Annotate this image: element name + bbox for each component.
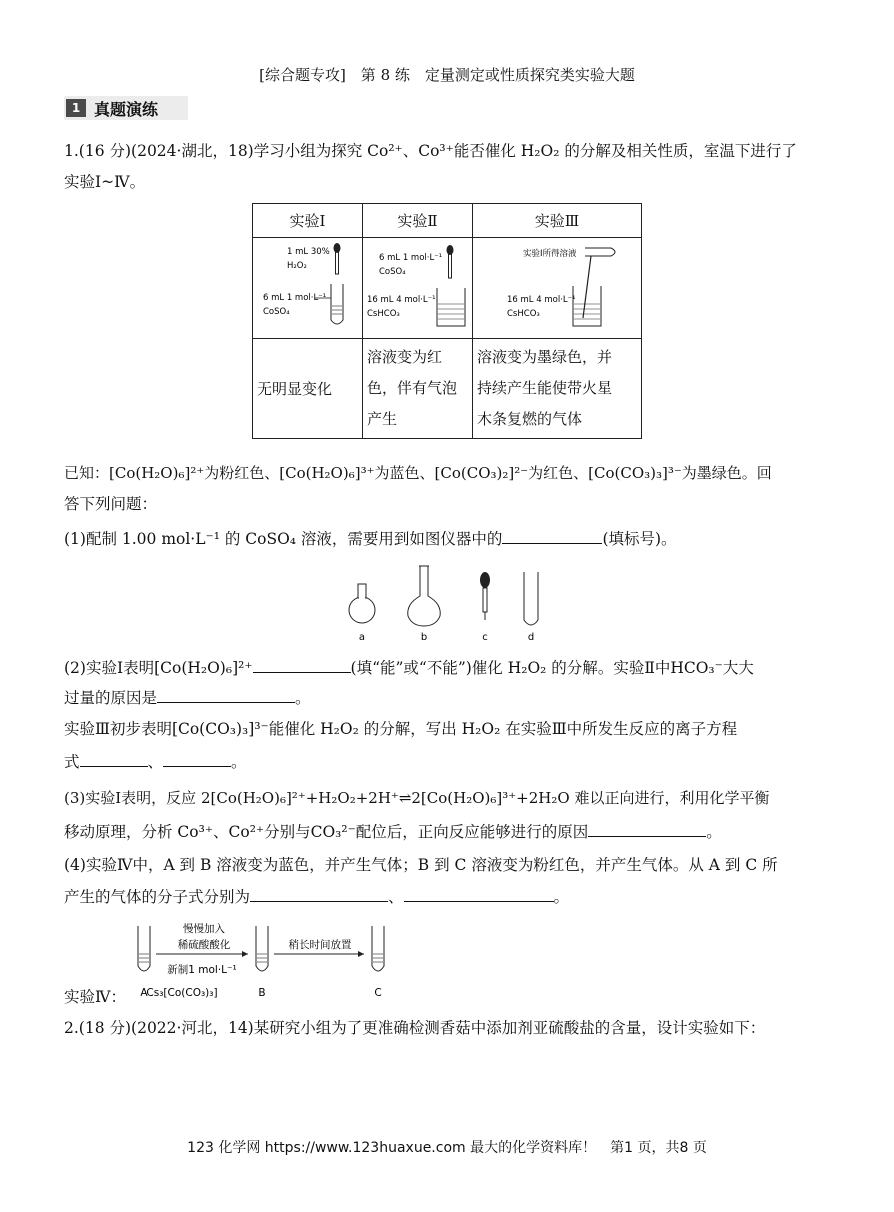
- exp3-apparatus: [473, 238, 641, 334]
- q1-part2-line2: [64, 686, 311, 709]
- exp2-result-line: 溶液变为红: [367, 348, 443, 366]
- exp4-figure: [128, 918, 398, 1004]
- answer-blank[interactable]: [253, 656, 351, 673]
- fig1-top-label2: H₂O₂: [287, 261, 307, 271]
- fig2-bottom-label2: CsHCO₃: [367, 309, 400, 319]
- page-footer: 123 化学网 https://www.123huaxue.com 最大的化学资料库！ 第1 页，共8 页: [187, 1140, 707, 1156]
- part1-text-end: (填标号)。: [602, 530, 677, 548]
- test-tube-c-icon: [372, 926, 384, 971]
- volumetric-flask-icon: [408, 566, 441, 626]
- beaker-icon: [573, 286, 601, 326]
- beaker-icon: [437, 288, 465, 326]
- part3-end: 。: [706, 823, 722, 841]
- tube-label-c: C: [374, 987, 382, 999]
- table-header-exp3: 实验Ⅲ: [473, 204, 642, 238]
- separator: 、: [388, 888, 404, 906]
- step2-label: 稍长时间放置: [288, 939, 352, 951]
- reagent-label: 新制1 mol·L⁻¹: [167, 964, 237, 976]
- q1-part1: [64, 527, 677, 550]
- part2-reason-end: 。: [295, 689, 311, 707]
- known-info-line1: 已知：[Co(H₂O)₆]²⁺为粉红色、[Co(H₂O)₆]³⁺为蓝色、[Co(CO₃)₂]²⁻为红色、[Co(CO₃)₃]³⁻为墨绿色。回: [64, 464, 772, 482]
- experiment-table: [252, 203, 642, 439]
- apparatus-label-d: d: [527, 632, 535, 643]
- test-tube-icon: [524, 572, 538, 625]
- part2-eq-end: 。: [231, 753, 247, 771]
- exp2-apparatus: [363, 238, 472, 334]
- reagent-label2: Cs₃[Co(CO₃)₃]: [146, 987, 218, 999]
- dropper-icon: [480, 572, 490, 588]
- exp3-result-line: 溶液变为墨绿色，并: [477, 348, 613, 366]
- fig3-bottom-label2: CsHCO₃: [507, 309, 540, 319]
- fig1-bottom-label2: CoSO₄: [263, 307, 290, 317]
- step1-label2: 稀硫酸酸化: [177, 939, 231, 951]
- answer-blank[interactable]: [157, 686, 295, 703]
- part4-text: 产生的气体的分子式分别为: [64, 888, 251, 906]
- exp4-label: 实验Ⅳ：: [64, 988, 126, 1006]
- part1-text: (1)配制 1.00 mol·L⁻¹ 的 CoSO₄ 溶液，需要用到如图仪器中的: [64, 530, 503, 548]
- table-header-exp2: 实验Ⅱ: [363, 204, 473, 238]
- arrow-icon: [242, 951, 248, 957]
- section-header: [64, 96, 188, 120]
- fig1-bottom-label: 6 mL 1 mol·L⁻¹: [263, 293, 327, 303]
- answer-blank[interactable]: [502, 527, 602, 544]
- table-header-exp1: 实验Ⅰ: [253, 204, 363, 238]
- test-tube-b-icon: [256, 926, 268, 971]
- separator: 、: [147, 753, 164, 771]
- section-label: 真题演练: [94, 99, 159, 119]
- exp2-result-line: 产生: [367, 410, 398, 428]
- round-flask-icon: [349, 597, 375, 623]
- q1-part3-line2: [64, 820, 722, 843]
- q1-part2-line1: [64, 656, 754, 679]
- part2-text-cont: (填“能”或“不能”)催化 H₂O₂ 的分解。实验Ⅱ中HCO₃⁻大大: [350, 659, 754, 677]
- q2-stem: 2.(18 分)(2022·河北，14)某研究小组为了更准确检测香菇中添加剂亚硫酸盐的含量，设计实验如下：: [64, 1019, 766, 1037]
- apparatus-figure: [340, 560, 560, 646]
- page-title: [综合题专攻] 第 8 练 定量测定或性质探究类实验大题: [259, 66, 635, 84]
- section-number: 1: [66, 99, 86, 117]
- q1-part2-line3: 实验Ⅲ初步表明[Co(CO₃)₃]³⁻能催化 H₂O₂ 的分解，写出 H₂O₂ 在实验Ⅲ中所发生反应的离子方程: [64, 720, 738, 738]
- part2-text: (2)实验Ⅰ表明[Co(H₂O)₆]²⁺: [64, 659, 253, 677]
- fig3-top-label: 实验Ⅰ所得溶液: [523, 249, 577, 259]
- apparatus-label-c: c: [482, 632, 488, 643]
- step1-label: 慢慢加入: [183, 923, 225, 935]
- apparatus-label-b: b: [420, 632, 428, 643]
- tube-label-b: B: [258, 987, 266, 999]
- q1-part4-line1: (4)实验Ⅳ中，A 到 B 溶液变为蓝色，并产生气体；B 到 C 溶液变为粉红色，并产生气体。从 A 到 C 所: [64, 856, 778, 874]
- exp3-result-line: 持续产生能使带火星: [477, 379, 613, 397]
- exp2-result: [363, 339, 473, 439]
- exp2-result-line: 色，伴有气泡: [367, 379, 458, 397]
- answer-blank[interactable]: [250, 885, 388, 902]
- answer-blank[interactable]: [588, 820, 706, 837]
- known-info-line2: 答下列问题：: [64, 495, 158, 513]
- dropper-tube-icon: [449, 254, 452, 278]
- q1-stem-line2: 实验Ⅰ~Ⅳ。: [64, 173, 146, 191]
- exp1-apparatus: [253, 238, 362, 334]
- part3-text: 移动原理，分析 Co³⁺、Co²⁺分别与CO₃²⁻配位后，正向反应能够进行的原因: [64, 823, 589, 841]
- exp1-result: 无明显变化: [253, 339, 363, 439]
- fig1-top-label: 1 mL 30%: [287, 247, 330, 257]
- fig2-top-label: 6 mL 1 mol·L⁻¹: [379, 253, 443, 263]
- apparatus-label-a: a: [358, 632, 366, 643]
- part4-end: 。: [553, 888, 570, 906]
- test-tube-icon: [331, 284, 343, 324]
- exp1-figure: [253, 238, 363, 339]
- tube-label-a: A: [140, 987, 148, 999]
- exp3-figure: [473, 238, 642, 339]
- answer-blank[interactable]: [163, 750, 231, 767]
- dropper-tube-icon: [336, 252, 339, 274]
- test-tube-tilted-icon: [585, 248, 615, 256]
- exp3-result-line: 木条复燃的气体: [477, 410, 583, 428]
- test-tube-a-icon: [138, 926, 150, 971]
- q1-stem-line1: 1.(16 分)(2024·湖北，18)学习小组为探究 Co²⁺、Co³⁺能否催化 H₂O₂ 的分解及相关性质，室温下进行了: [64, 142, 797, 160]
- q1-part2-line4: [64, 750, 247, 773]
- fig2-bottom-label: 16 mL 4 mol·L⁻¹: [367, 295, 436, 305]
- q1-part4-line2: [64, 885, 569, 908]
- answer-blank[interactable]: [404, 885, 554, 902]
- q1-part3-line1: (3)实验Ⅰ表明，反应 2[Co(H₂O)₆]²⁺+H₂O₂+2H⁺⇌2[Co(H₂O)₆]³⁺+2H₂O 难以正向进行，利用化学平衡: [64, 789, 770, 807]
- fig2-top-label2: CoSO₄: [379, 267, 406, 277]
- exp3-result: [473, 339, 642, 439]
- part2-reason-text: 过量的原因是: [64, 689, 158, 707]
- arrow-icon: [358, 951, 364, 957]
- fig3-bottom-label: 16 mL 4 mol·L⁻¹: [507, 295, 576, 305]
- part2-eq-text: 式: [64, 753, 80, 771]
- exp2-figure: [363, 238, 473, 339]
- answer-blank[interactable]: [80, 750, 148, 767]
